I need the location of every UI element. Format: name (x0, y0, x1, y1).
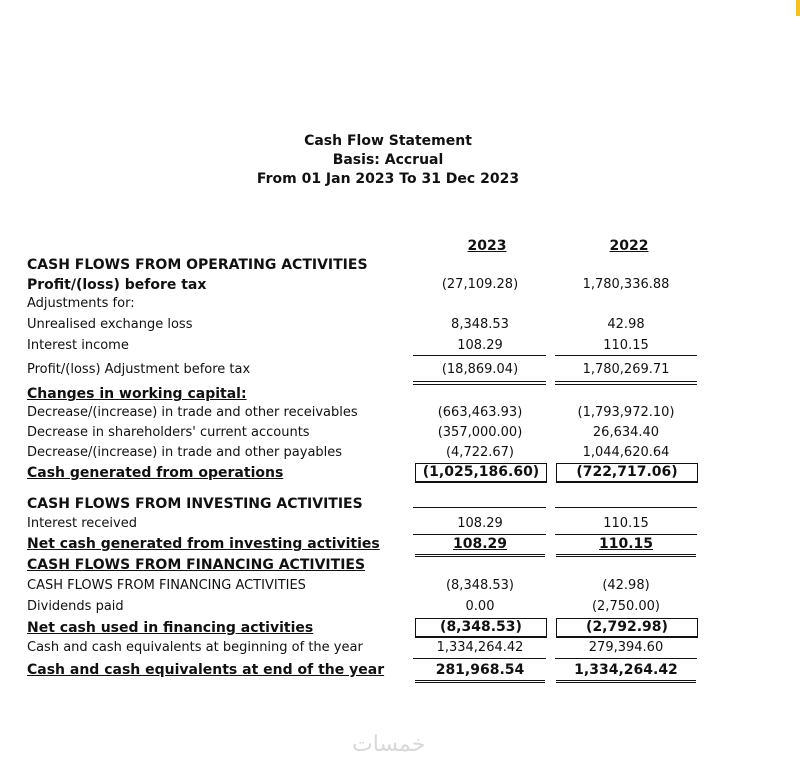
row-label: Decrease/(increase) in trade and other receivables (27, 405, 358, 420)
row-label: CASH FLOWS FROM OPERATING ACTIVITIES (27, 257, 368, 273)
value-2022: (2,750.00) (591, 599, 661, 614)
subtotal-line-2023 (413, 355, 546, 356)
row-net-cash-financing (0, 618, 800, 638)
value-2023: (1,025,186.60) (415, 463, 547, 483)
value-2023: 281,968.54 (415, 660, 545, 683)
row-label: Profit/(loss) before tax (27, 277, 207, 293)
row-financing-activities (0, 576, 800, 596)
section-investing-heading (0, 494, 800, 514)
statement-header (230, 132, 546, 189)
row-label: Changes in working capital: (27, 386, 247, 402)
value-2022: 110.15 (603, 516, 649, 531)
value-2023: 108.29 (415, 534, 545, 557)
investing-top-line-2022 (555, 507, 697, 508)
value-2023: (4,722.67) (445, 445, 515, 460)
value-2022: 1,780,269.71 (582, 362, 670, 377)
row-interest-income (0, 336, 800, 356)
value-2023: 1,334,264.42 (436, 640, 524, 655)
value-2022: 1,780,336.88 (582, 277, 670, 292)
row-label: Net cash generated from investing activities (27, 536, 380, 552)
row-payables (0, 443, 800, 463)
value-2023: 108.29 (457, 516, 503, 531)
watermark-logo: خمسات (352, 732, 426, 757)
value-2022: 279,394.60 (588, 640, 664, 655)
value-2023: (8,348.53) (445, 578, 515, 593)
row-label: Cash and cash equivalents at end of the year (27, 662, 385, 678)
value-2023: (27,109.28) (441, 277, 519, 292)
value-2022: 26,634.40 (592, 425, 660, 440)
column-header-2022: 2022 (609, 238, 649, 254)
column-header-2023: 2023 (467, 238, 507, 254)
row-label: Adjustments for: (27, 296, 135, 311)
row-changes-working-capital (0, 384, 800, 404)
value-2022: (1,793,972.10) (577, 405, 675, 420)
row-label: CASH FLOWS FROM FINANCING ACTIVITIES (27, 578, 306, 593)
row-label: Decrease/(increase) in trade and other payables (27, 445, 343, 460)
row-cash-end (0, 660, 800, 680)
row-label: Dividends paid (27, 599, 124, 614)
row-label: Net cash used in financing activities (27, 620, 314, 636)
statement-title: Cash Flow Statement (304, 133, 472, 149)
value-2022: 1,334,264.42 (556, 660, 696, 683)
investing-top-line-2023 (413, 507, 546, 508)
value-2022: (722,717.06) (556, 463, 698, 483)
total-line-2022 (555, 381, 697, 382)
statement-period: From 01 Jan 2023 To 31 Dec 2023 (256, 171, 520, 187)
value-2023: (18,869.04) (441, 362, 519, 377)
row-label: Cash and cash equivalents at beginning of the year (27, 640, 363, 655)
value-2022: 42.98 (607, 317, 645, 332)
row-profit-adjustment (0, 360, 800, 380)
value-2023: (357,000.00) (437, 425, 523, 440)
section-operating-heading (0, 255, 800, 275)
row-receivables (0, 403, 800, 423)
value-2023: (663,463.93) (437, 405, 523, 420)
row-adjustments (0, 294, 800, 314)
row-label: Cash generated from operations (27, 465, 284, 481)
value-2023: 108.29 (457, 338, 503, 353)
value-2023: (8,348.53) (415, 618, 547, 638)
subtotal-line-2022 (555, 355, 697, 356)
row-label: Interest income (27, 338, 129, 353)
row-label: CASH FLOWS FROM INVESTING ACTIVITIES (27, 496, 363, 512)
value-2022: 110.15 (603, 338, 649, 353)
row-unrealised-exchange-loss (0, 315, 800, 335)
final-top-line-2023 (413, 658, 546, 659)
value-2022: (2,792.98) (556, 618, 698, 638)
value-2023: 0.00 (465, 599, 495, 614)
row-interest-received (0, 514, 800, 534)
row-shareholders-accounts (0, 423, 800, 443)
value-2022: 110.15 (556, 534, 696, 557)
row-label: Profit/(loss) Adjustment before tax (27, 362, 251, 377)
row-profit-before-tax (0, 275, 800, 295)
row-net-cash-investing (0, 534, 800, 554)
value-2022: (42.98) (602, 578, 650, 593)
row-dividends-paid (0, 597, 800, 617)
value-2023: 8,348.53 (451, 317, 509, 332)
corner-accent (796, 0, 800, 16)
total-line-2023 (413, 381, 546, 382)
section-financing-heading (0, 555, 800, 575)
value-2022: 1,044,620.64 (582, 445, 670, 460)
row-label: CASH FLOWS FROM FINANCING ACTIVITIES (27, 557, 366, 573)
row-label: Decrease in shareholders' current accounts (27, 425, 310, 440)
final-top-line-2022 (555, 658, 697, 659)
statement-basis: Basis: Accrual (332, 152, 444, 168)
row-label: Unrealised exchange loss (27, 317, 193, 332)
row-cash-generated-operations (0, 463, 800, 483)
row-cash-beginning (0, 638, 800, 658)
row-label: Interest received (27, 516, 137, 531)
